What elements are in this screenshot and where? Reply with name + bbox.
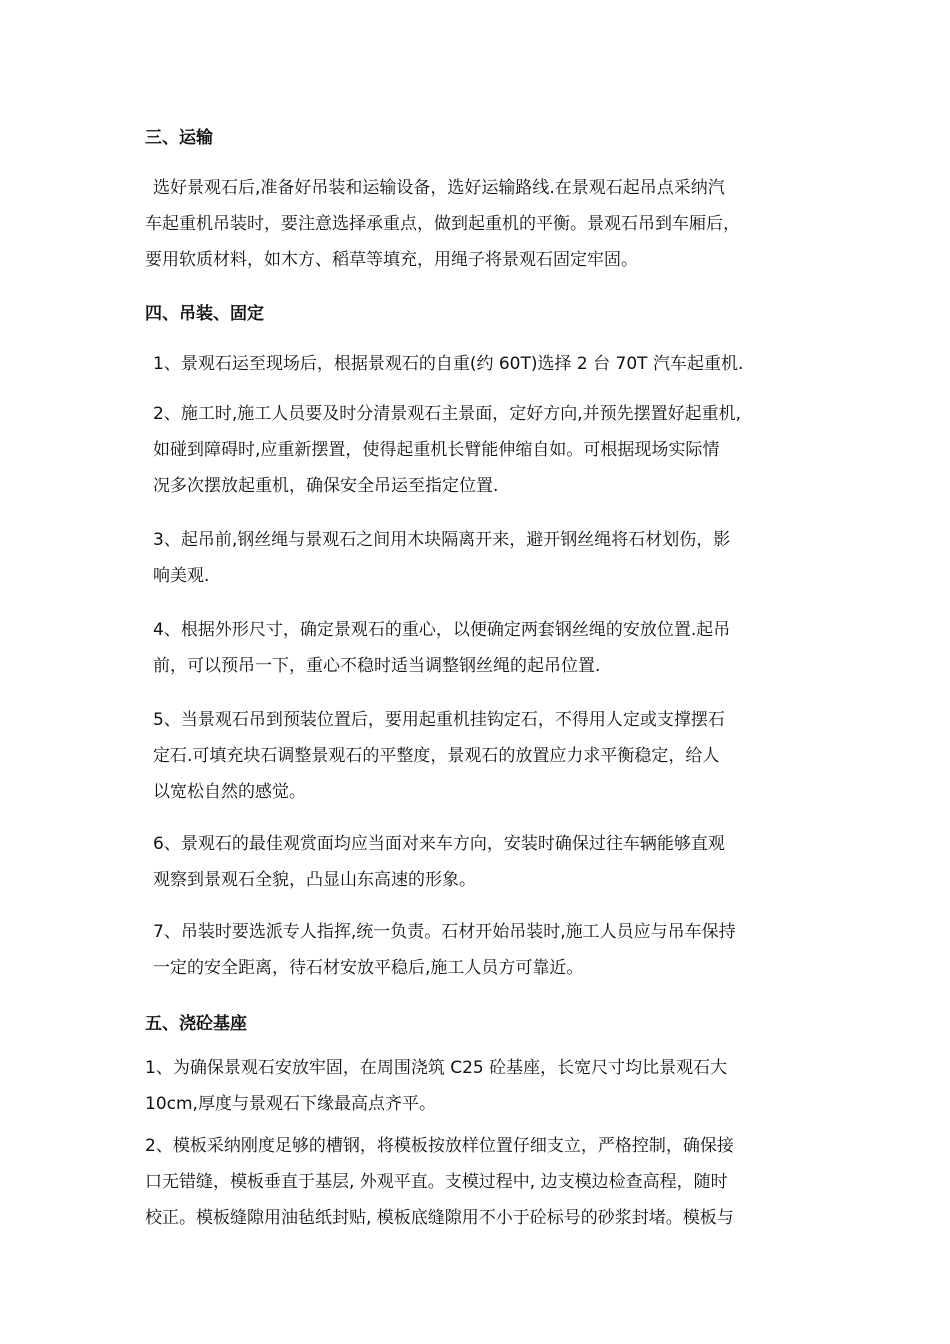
text-line: 3、起吊前,钢丝绳与景观石之间用木块隔离开来，避开钢丝绳将石材划伤，影 xyxy=(153,530,731,550)
text-line: 前，可以预吊一下，重心不稳时适当调整钢丝绳的起吊位置. xyxy=(153,656,601,676)
paragraph xyxy=(153,612,730,684)
text-line: 2、施工时,施工人员要及时分清景观石主景面，定好方向,并预先摆置好起重机, xyxy=(153,404,742,424)
text-line: 10cm,厚度与景观石下缘最高点齐平。 xyxy=(145,1094,436,1114)
text-line: 4、根据外形尺寸，确定景观石的重心，以便确定两套钢丝绳的安放位置.起吊 xyxy=(153,620,731,640)
text-line: 2、模板采纳刚度足够的槽钢，将模板按放样位置仔细支立，严格控制，确保接 xyxy=(145,1136,734,1156)
paragraph xyxy=(153,346,743,382)
text-line: 以宽松自然的感觉。 xyxy=(153,782,306,802)
text-line: 定石.可填充块石调整景观石的平整度，景观石的放置应力求平衡稳定，给人 xyxy=(153,746,720,766)
text-line: 如碰到障碍时,应重新摆置，使得起重机长臂能伸缩自如。可根据现场实际情 xyxy=(153,440,720,460)
paragraph xyxy=(153,522,730,594)
paragraph xyxy=(145,170,740,278)
text-line: 响美观. xyxy=(153,566,210,586)
paragraph xyxy=(145,1050,727,1122)
paragraph xyxy=(153,396,741,504)
text-line: 口无错缝，模板垂直于基层, 外观平直。支模过程中, 边支模边检查高程，随时 xyxy=(145,1172,728,1192)
text-line: 5、当景观石吊到预装位置后，要用起重机挂钩定石，不得用人定或支撑摆石 xyxy=(153,710,725,730)
text-line: 校正。模板缝隙用油毡纸封贴, 模板底缝隙用不小于砼标号的砂浆封堵。模板与 xyxy=(145,1208,734,1228)
text-line: 1、景观石运至现场后，根据景观石的自重(约 60T)选择 2 台 70T 汽车起重机. xyxy=(153,354,744,374)
paragraph xyxy=(153,914,736,986)
paragraph xyxy=(145,1128,734,1236)
paragraph xyxy=(153,826,725,898)
text-line: 观察到景观石全貌，凸显山东高速的形象。 xyxy=(153,870,476,890)
text-line: 车起重机吊装时，要注意选择承重点，做到起重机的平衡。景观石吊到车厢后， xyxy=(145,214,740,234)
paragraph xyxy=(153,702,725,810)
text-line: 选好景观石后,准备好吊装和运输设备，选好运输路线.在景观石起吊点采纳汽 xyxy=(153,178,725,198)
text-line: 1、为确保景观石安放牢固，在周围浇筑 C25 砼基座，长宽尺寸均比景观石大 xyxy=(145,1058,728,1078)
text-line: 要用软质材料，如木方、稻草等填充，用绳子将景观石固定牢固。 xyxy=(145,250,638,270)
text-line: 7、吊装时要选派专人指挥,统一负责。石材开始吊装时,施工人员应与吊车保持 xyxy=(153,922,736,942)
text-line: 6、景观石的最佳观赏面均应当面对来车方向，安装时确保过往车辆能够直观 xyxy=(153,834,725,854)
text-line: 一定的安全距离，待石材安放平稳后,施工人员方可靠近。 xyxy=(153,958,584,978)
section-heading-hoisting: 四、吊装、固定 xyxy=(145,304,264,324)
section-heading-transport: 三、运输 xyxy=(145,128,213,148)
text-line: 况多次摆放起重机，确保安全吊运至指定位置. xyxy=(153,476,499,496)
section-heading-concrete-base: 五、浇砼基座 xyxy=(145,1014,247,1034)
